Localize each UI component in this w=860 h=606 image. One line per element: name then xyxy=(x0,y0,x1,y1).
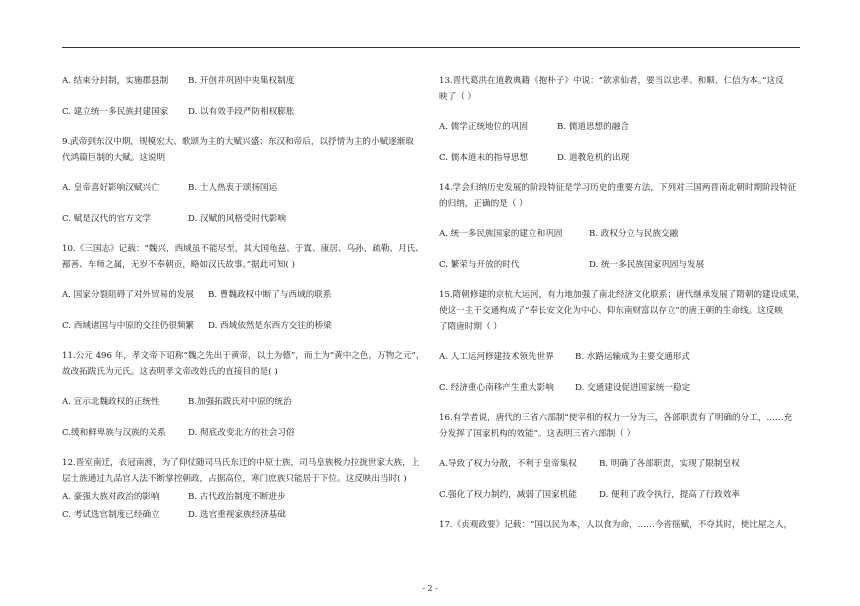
q9-stem-line-2: 代鸿篇巨制的大赋。这说明 xyxy=(62,153,166,163)
q15-stem-line-3: 了隋唐时期（ ） xyxy=(439,322,502,332)
q11-stem-line-2: 故改拓跋氏为元氏。这表明孝文帝改姓氏的直接目的是( ) xyxy=(62,367,278,377)
q13-stem-line-1: 13.晋代葛洪在道教典籍《抱朴子》中说：“欲求仙者，要当以忠孝、和顺、仁信为本。”这反 xyxy=(439,76,784,86)
q13-option-d: D. 道教危机的出现 xyxy=(557,153,630,163)
q11-options-row-1 xyxy=(62,397,414,409)
q13-option-a: A. 儒学正统地位的巩固 xyxy=(439,122,529,132)
q15-options-row-2 xyxy=(439,383,804,395)
q13-option-b: B. 儒道思想的融合 xyxy=(557,122,629,132)
q8-options-row-1 xyxy=(62,76,414,88)
q9-option-a: A. 皇帝喜好影响汉赋兴亡 xyxy=(62,183,160,193)
q13-options-row-1 xyxy=(439,122,804,134)
q16-option-c: C.强化了权力制约，减弱了国家机能 xyxy=(439,490,577,500)
left-column xyxy=(62,76,425,522)
q15-option-d: D. 交通建设促进国家统一稳定 xyxy=(575,383,691,393)
q13-option-c: C. 儒本道末的指导思想 xyxy=(439,153,529,163)
q10-options-row-1 xyxy=(62,290,414,302)
q10-option-d: D. 西域依然是东西方交往的桥梁 xyxy=(208,321,332,331)
q17-stem-line-1: 17.《贞观政要》记载：“国以民为本，人以食为命，……今省徭赋，不夺其时，使比屋之人， xyxy=(439,520,793,530)
q16-option-a: A.导致了权力分散，不利于皇帝集权 xyxy=(439,459,577,469)
q11-option-d: D. 彻底改变北方的社会习俗 xyxy=(188,428,295,438)
q8-option-b: B. 开创并巩固中央集权制度 xyxy=(188,76,295,86)
q10-stem-line-1: 10.《三国志》记载：“魏兴，西域虽不能尽至，其大国龟兹、于寘、康居、乌孙、疏勒、月氏、 xyxy=(62,244,424,254)
page-number: - 2 - xyxy=(422,584,438,593)
q14-option-a: A. 统一多民族国家的建立和巩固 xyxy=(439,229,563,239)
q15-stem-line-2: 使这一主干交通构成了“奉长安文化为中心、仰东南财富以存立”的唐王朝的生命线。这反映 xyxy=(439,306,783,316)
q14-option-d: D. 统一多民族国家巩固与发展 xyxy=(589,260,705,270)
header-rule xyxy=(62,47,800,48)
q13-options-row-2 xyxy=(439,153,804,165)
q12-option-a: A. 豪强大族对政治的影响 xyxy=(62,492,160,502)
q16-option-b: B. 明确了各部职责，实现了限制皇权 xyxy=(599,459,740,469)
q8-option-a: A. 结束分封制，实施郡县制 xyxy=(62,76,169,86)
q8-options-row-2 xyxy=(62,107,414,119)
q9-options-row-2 xyxy=(62,214,414,226)
q12-option-c: C. 考试选官制度已经确立 xyxy=(62,510,160,520)
q8-option-d: D. 以有效手段严防相权膨胀 xyxy=(188,107,295,117)
q12-options-row-1 xyxy=(62,492,414,504)
q14-option-b: B. 政权分立与民族交融 xyxy=(589,229,679,239)
q12-option-b: B. 古代政治制度不断进步 xyxy=(188,492,286,502)
q15-option-c: C. 经济重心南移产生重大影响 xyxy=(439,383,554,393)
q10-option-c: C. 西域诸国与中原的交往仍很频繁 xyxy=(62,321,195,331)
right-column xyxy=(439,76,804,532)
q14-options-row-2 xyxy=(439,260,804,272)
q12-stem-line-2: 层士族通过九品官人法不断掌控朝政，占据高位，寒门庶族只能居于下位。这反映出当时( ) xyxy=(62,474,407,484)
q11-option-c: C.缓和鲜卑族与汉族的关系 xyxy=(62,428,166,438)
q14-stem-line-2: 的归纳，正确的是（ ） xyxy=(439,199,528,209)
q10-options-row-2 xyxy=(62,321,414,333)
q16-stem-line-1: 16.有学者说，唐代的三省六部制“使宰相的权力一分为三，各部职责有了明确的分工，……充 xyxy=(439,413,793,423)
q9-option-d: D. 汉赋的风格受时代影响 xyxy=(188,214,286,224)
q16-stem-line-2: 分发挥了国家机构的效能”。这表明三省六部制（ ） xyxy=(439,429,636,439)
q9-options-row-1 xyxy=(62,183,414,195)
q15-option-a: A. 人工运河修建技术领先世界 xyxy=(439,352,554,362)
q9-option-c: C. 赋是汉代的官方文学 xyxy=(62,214,152,224)
q11-options-row-2 xyxy=(62,428,414,440)
q10-option-a: A. 国家分裂阻碍了对外贸易的发展 xyxy=(62,290,194,300)
q14-stem-line-1: 14.学会归纳历史发展的阶段特征是学习历史的重要方法，下列对三国两晋南北朝时期阶段特征 xyxy=(439,183,797,193)
q10-option-b: B. 曹魏政权中断了与西域的联系 xyxy=(208,290,332,300)
q16-option-d: D. 便利了政令执行，提高了行政效率 xyxy=(599,490,740,500)
q10-stem-line-2: 鄯善、车师之属，无岁不奉朝贡，略如汉氏故事。”据此可知( ) xyxy=(62,260,295,270)
q14-option-c: C. 繁荣与开放的时代 xyxy=(439,260,520,270)
q15-stem-line-1: 15.隋朝修建的京杭大运河，有力地加强了南北经济文化联系；唐代继承发展了隋朝的建设成果， xyxy=(439,290,806,300)
q11-option-b: B.加强拓跋氏对中原的统治 xyxy=(188,397,292,407)
q16-options-row-1 xyxy=(439,459,804,471)
q11-stem-line-1: 11.公元 496 年，孝文帝下诏称“魏之先出于黄帝，以土为德”，而土为“黄中之色，万物之元”， xyxy=(62,351,425,361)
q12-options-row-2 xyxy=(62,510,414,522)
q14-options-row-1 xyxy=(439,229,804,241)
q8-option-c: C. 建立统一多民族封建国家 xyxy=(62,107,169,117)
q13-stem-line-2: 映了（ ） xyxy=(439,92,477,102)
q9-option-b: B. 士人热衷于颂扬国运 xyxy=(188,183,278,193)
q15-options-row-1 xyxy=(439,352,804,364)
q11-option-a: A. 宣示北魏政权的正统性 xyxy=(62,397,160,407)
q16-options-row-2 xyxy=(439,490,804,502)
q9-stem-line-1: 9.武帝到东汉中期，规模宏大、歌颂为主的大赋兴盛；东汉和帝后，以抒情为主的小赋逐渐取 xyxy=(62,137,414,147)
q12-stem-line-1: 12.晋室南迁，衣冠南渡，为了仰仗随司马氏东迁的中原士族，司马皇族极力拉拢世家大族，上 xyxy=(62,458,420,468)
q12-option-d: D. 选官重视家族经济基础 xyxy=(188,510,286,520)
q15-option-b: B. 水路运输成为主要交通形式 xyxy=(575,352,690,362)
